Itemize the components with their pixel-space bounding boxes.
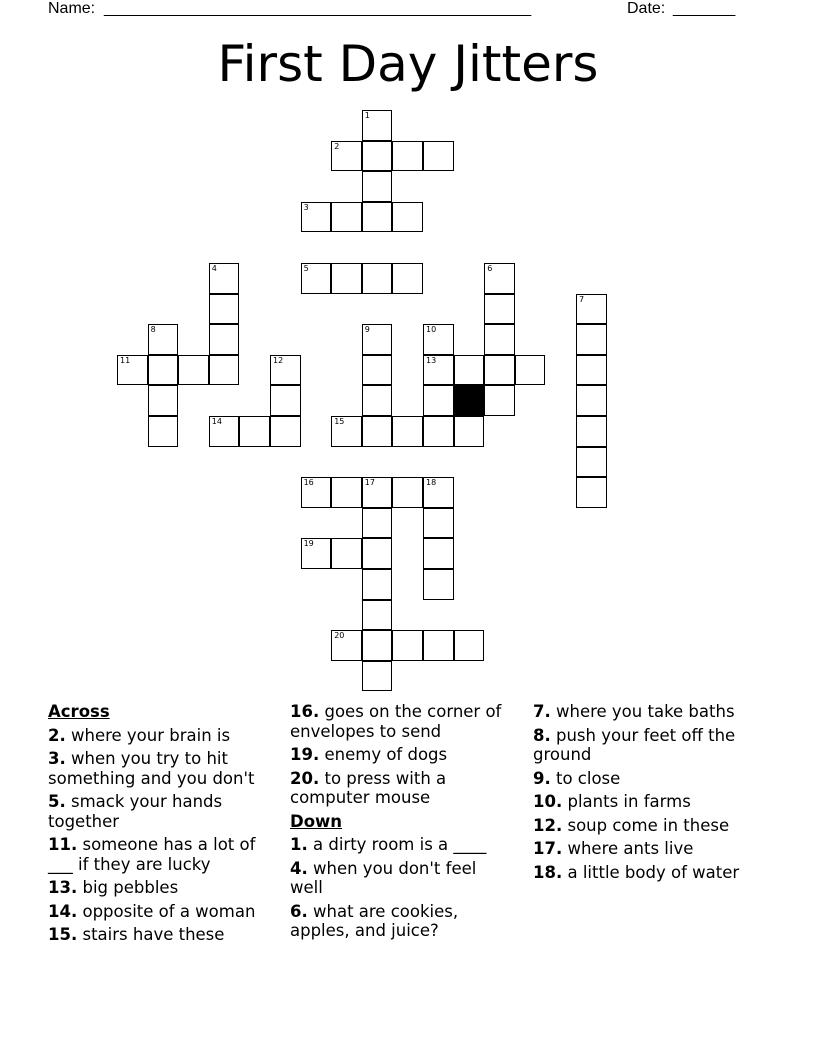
cell-number: 17: [364, 478, 375, 488]
clue-text: smack your hands together: [48, 792, 223, 831]
across-clue: [48, 902, 284, 922]
crossword-cell[interactable]: [362, 477, 393, 508]
down-clue: [290, 902, 510, 941]
down-clue: [533, 702, 769, 722]
crossword-cell[interactable]: [423, 385, 454, 416]
crossword-cell[interactable]: [423, 569, 454, 600]
crossword-cell[interactable]: [362, 661, 393, 692]
clue-text: when you don't feel well: [290, 858, 477, 897]
crossword-cell[interactable]: [576, 385, 607, 416]
crossword-cell[interactable]: [576, 294, 607, 325]
crossword-cell[interactable]: [362, 202, 393, 233]
cell-number: 4: [211, 264, 217, 273]
cell-number: 14: [211, 417, 222, 426]
crossword-cell[interactable]: [270, 385, 301, 416]
clue-number: 3.: [48, 749, 66, 768]
across-clue: [48, 749, 284, 788]
clue-text: to press with a computer mouse: [290, 768, 447, 807]
crossword-cell[interactable]: [331, 263, 362, 294]
date-blank: _______: [673, 0, 736, 17]
cell-number: 7: [579, 294, 585, 304]
name-label: Name:: [48, 0, 96, 17]
across-heading: Across: [48, 702, 110, 721]
crossword-cell[interactable]: [576, 447, 607, 478]
crossword-cell[interactable]: [362, 416, 393, 447]
crossword-cell[interactable]: [484, 294, 515, 325]
clue-text: when you try to hit something and you don't: [48, 749, 255, 788]
crossword-cell[interactable]: [209, 324, 240, 355]
clue-text: push your feet off the ground: [533, 725, 736, 764]
down-heading: Down: [290, 811, 343, 831]
down-clue: [290, 835, 510, 855]
crossword-cell[interactable]: [301, 263, 332, 294]
cell-number: 19: [303, 539, 314, 549]
crossword-cell[interactable]: [423, 141, 454, 172]
crossword-cell[interactable]: [392, 141, 423, 172]
clue-number: 16.: [290, 702, 320, 721]
crossword-cell[interactable]: [454, 630, 485, 661]
clue-column-3: [533, 702, 769, 886]
cell-number: 1: [364, 111, 370, 120]
across-clue: [290, 769, 510, 808]
crossword-cell[interactable]: [239, 416, 270, 447]
crossword-cell[interactable]: [423, 508, 454, 539]
clue-number: 13.: [48, 878, 78, 897]
clue-text: a little body of water: [567, 862, 740, 882]
clue-text: where you take baths: [556, 702, 735, 721]
clue-text: goes on the corner of envelopes to send: [290, 702, 502, 741]
cell-number: 16: [303, 478, 314, 488]
crossword-cell[interactable]: [148, 416, 179, 447]
down-clue: [533, 863, 769, 883]
crossword-cell[interactable]: [209, 416, 240, 447]
across-clue: [48, 726, 284, 746]
crossword-cell[interactable]: [362, 141, 393, 172]
clue-number: 8.: [533, 725, 551, 745]
crossword-cell[interactable]: [178, 355, 209, 386]
crossword-black-cell: [454, 385, 485, 416]
clue-text: to close: [556, 768, 621, 788]
crossword-cell[interactable]: [423, 630, 454, 661]
clue-text: enemy of dogs: [324, 745, 448, 764]
crossword-cell[interactable]: [148, 355, 179, 386]
crossword-cell[interactable]: [392, 630, 423, 661]
across-clue: [48, 792, 284, 831]
cell-number: 13: [426, 355, 437, 365]
crossword-cell[interactable]: [270, 355, 301, 386]
clue-text: stairs have these: [82, 925, 225, 944]
crossword-cell[interactable]: [576, 416, 607, 447]
down-clue: [533, 769, 769, 789]
crossword-cell[interactable]: [454, 416, 485, 447]
clue-number: 17.: [533, 839, 563, 858]
crossword-cell[interactable]: [362, 538, 393, 569]
crossword-cell[interactable]: [117, 355, 148, 386]
crossword-cell[interactable]: [301, 538, 332, 569]
name-blank: ________________________________________________: [104, 0, 532, 17]
across-clue: [290, 745, 510, 765]
clue-text: plants in farms: [567, 792, 691, 811]
crossword-cell[interactable]: [331, 202, 362, 233]
clue-number: 4.: [290, 858, 308, 878]
clue-number: 7.: [533, 702, 551, 721]
crossword-cell[interactable]: [209, 355, 240, 386]
crossword-cell[interactable]: [362, 110, 393, 141]
date-label: Date:: [627, 0, 666, 17]
cell-number: 9: [364, 325, 370, 335]
clue-number: 9.: [533, 768, 551, 788]
crossword-cell[interactable]: [209, 294, 240, 325]
clue-number: 2.: [48, 725, 66, 745]
clue-number: 11.: [48, 835, 78, 854]
crossword-cell[interactable]: [423, 416, 454, 447]
cell-number: 8: [150, 325, 156, 335]
cell-number: 11: [120, 355, 131, 365]
clue-number: 6.: [290, 901, 308, 921]
crossword-cell[interactable]: [576, 355, 607, 386]
clue-column-2: [290, 702, 510, 945]
cell-number: 6: [487, 264, 493, 273]
cell-number: 2: [334, 141, 340, 151]
clue-text: where ants live: [567, 839, 694, 858]
cell-number: 5: [303, 264, 309, 273]
down-clue: [533, 726, 769, 765]
cell-number: 12: [273, 355, 284, 365]
crossword-cell[interactable]: [362, 600, 393, 631]
crossword-cell[interactable]: [484, 324, 515, 355]
clue-text: someone has a lot of ___ if they are lucky: [48, 835, 256, 874]
cell-number: 3: [303, 202, 309, 212]
crossword-cell[interactable]: [576, 477, 607, 508]
clue-column-1: [48, 702, 284, 949]
crossword-cell[interactable]: [362, 385, 393, 416]
crossword-cell[interactable]: [362, 508, 393, 539]
crossword-cell[interactable]: [209, 263, 240, 294]
clue-number: 1.: [290, 835, 308, 854]
crossword-cell[interactable]: [484, 355, 515, 386]
crossword-cell[interactable]: [331, 538, 362, 569]
across-clue: [48, 878, 284, 898]
clue-number: 18.: [533, 862, 563, 882]
cell-number: 10: [426, 325, 437, 335]
crossword-cell[interactable]: [331, 630, 362, 661]
crossword-cell[interactable]: [362, 569, 393, 600]
crossword-cell[interactable]: [423, 324, 454, 355]
clue-number: 12.: [533, 815, 563, 835]
crossword-cell[interactable]: [423, 477, 454, 508]
crossword-cell[interactable]: [362, 630, 393, 661]
crossword-cell[interactable]: [148, 324, 179, 355]
crossword-cell[interactable]: [301, 202, 332, 233]
crossword-cell[interactable]: [301, 477, 332, 508]
page-title: First Day Jitters: [217, 35, 599, 93]
across-clue: [48, 835, 284, 874]
crossword-cell[interactable]: [362, 324, 393, 355]
clue-text: what are cookies, apples, and juice?: [290, 901, 459, 940]
cell-number: 20: [334, 631, 345, 641]
crossword-cell[interactable]: [392, 477, 423, 508]
crossword-cell[interactable]: [392, 416, 423, 447]
cell-number: 15: [334, 417, 345, 426]
cell-number: 18: [426, 478, 437, 488]
crossword-cell[interactable]: [331, 141, 362, 172]
crossword-cell[interactable]: [484, 263, 515, 294]
crossword-cell[interactable]: [392, 202, 423, 233]
crossword-cell[interactable]: [270, 416, 301, 447]
across-clue: [48, 925, 284, 945]
crossword-cell[interactable]: [331, 477, 362, 508]
crossword-cell[interactable]: [362, 355, 393, 386]
clue-number: 5.: [48, 792, 66, 811]
crossword-cell[interactable]: [576, 324, 607, 355]
crossword-cell[interactable]: [454, 355, 485, 386]
crossword-cell[interactable]: [362, 263, 393, 294]
clue-number: 20.: [290, 768, 320, 788]
crossword-cell[interactable]: [423, 538, 454, 569]
down-clue: [533, 816, 769, 836]
crossword-cell[interactable]: [148, 385, 179, 416]
clue-number: 14.: [48, 901, 78, 921]
crossword-cell[interactable]: [515, 355, 546, 386]
crossword-cell[interactable]: [392, 263, 423, 294]
clue-number: 19.: [290, 745, 320, 764]
clue-text: soup come in these: [567, 815, 730, 835]
crossword-cell[interactable]: [362, 171, 393, 202]
clue-text: opposite of a woman: [82, 901, 256, 921]
clue-text: where your brain is: [71, 725, 231, 745]
crossword-cell[interactable]: [484, 385, 515, 416]
crossword-cell[interactable]: [331, 416, 362, 447]
clue-text: big pebbles: [82, 878, 179, 897]
clue-text: a dirty room is a ____: [313, 835, 487, 854]
clue-number: 15.: [48, 925, 78, 944]
down-clue: [290, 859, 510, 898]
clue-number: 10.: [533, 792, 563, 811]
down-clue: [533, 839, 769, 859]
crossword-cell[interactable]: [423, 355, 454, 386]
down-clue: [533, 792, 769, 812]
across-clue: [290, 702, 510, 741]
